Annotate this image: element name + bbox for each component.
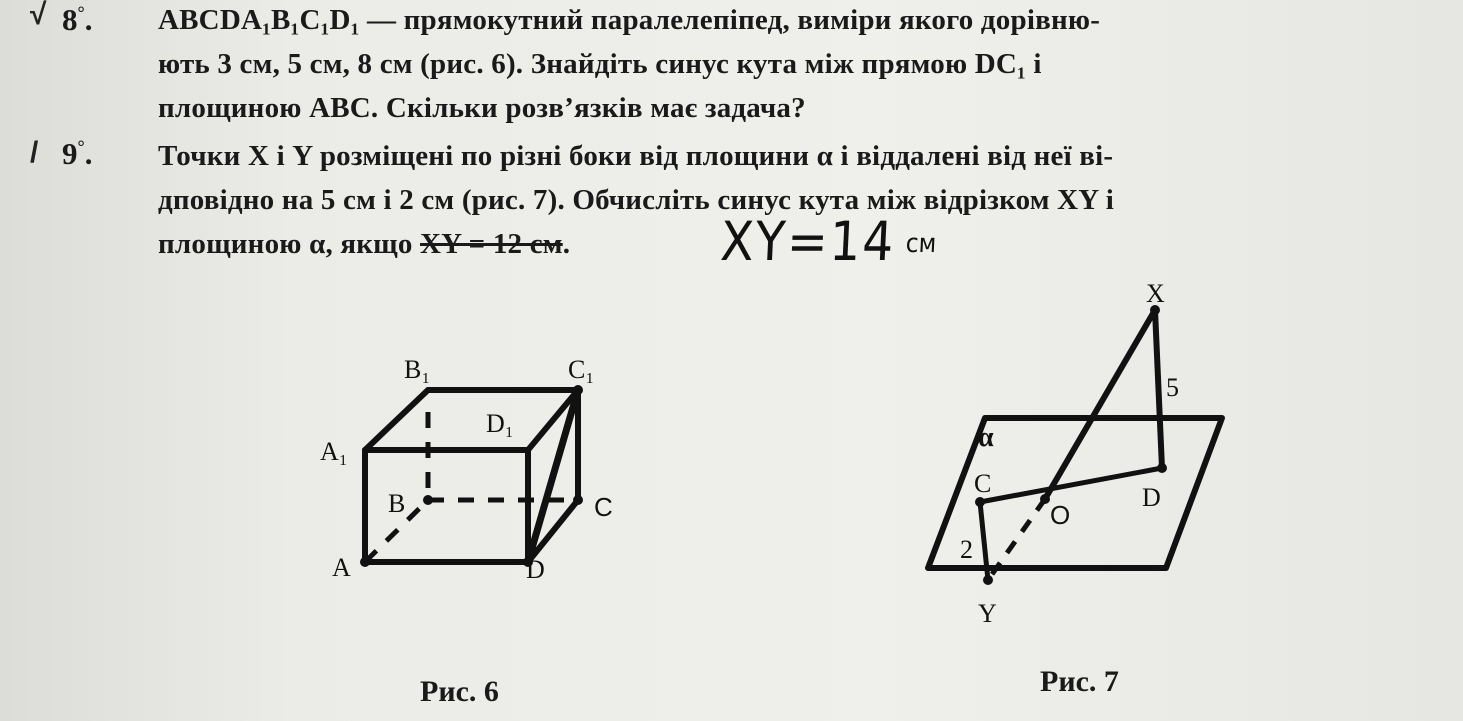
point-c — [573, 495, 583, 505]
label-x: X — [1146, 279, 1165, 308]
label-d: D — [1142, 483, 1161, 512]
problem-number: 9°. — [62, 136, 93, 171]
figure-6-parallelepiped — [310, 350, 650, 610]
point-o — [1040, 494, 1050, 504]
label-d: D — [526, 555, 545, 584]
figure-7-plane-segment — [920, 280, 1260, 650]
label-a1: A₁ — [320, 437, 348, 466]
label-o: O — [1050, 500, 1071, 530]
check-mark: √ — [30, 0, 47, 31]
handwritten-note: XY=14 см — [719, 210, 937, 273]
point-d — [1157, 463, 1167, 473]
problem-9-line-3: площиною α, якщо XY = 12 см. — [158, 228, 571, 260]
label-b: B — [388, 489, 406, 518]
label-c: C — [974, 469, 992, 498]
label-c1: C₁ — [568, 355, 595, 384]
label-c: C — [594, 492, 613, 522]
point-b — [423, 495, 433, 505]
label-a: A — [332, 553, 351, 582]
label-b1: B₁ — [404, 355, 431, 384]
problem-8-line-2: ють 3 см, 5 см, 8 см (рис. 6). Знайдіть синус кута між прямою DC₁ і — [158, 48, 1042, 80]
problem-9-line-1: Точки X і Y розміщені по різні боки від площини α і віддалені від неї ві- — [158, 140, 1114, 172]
label-two: 2 — [960, 535, 973, 564]
segment-c-d — [980, 468, 1162, 502]
label-five: 5 — [1166, 373, 1179, 402]
label-alpha: α — [978, 422, 994, 453]
point-c1 — [573, 385, 583, 395]
struck-condition: XY = 12 см — [420, 228, 563, 260]
point-a — [360, 557, 370, 567]
caption-fig-7: Рис. 7 — [1040, 665, 1119, 698]
slash-mark: / — [30, 136, 39, 169]
edge-a1-b1 — [365, 390, 428, 450]
point-c — [975, 497, 985, 507]
problem-number: 8°. — [62, 2, 93, 37]
label-d1: D₁ — [486, 409, 514, 438]
label-y: Y — [978, 599, 997, 628]
point-y — [983, 575, 993, 585]
perpendicular-xd — [1155, 310, 1162, 468]
problem-8-line-1: ABCDA₁B₁C₁D₁ — прямокутний паралелепіпед, виміри якого дорівню- — [158, 4, 1101, 36]
problem-9-line-2: дповідно на 5 см і 2 см (рис. 7). Обчисліть синус кута між відрізком XY і — [158, 184, 1115, 216]
caption-fig-6: Рис. 6 — [420, 675, 499, 708]
problem-8-line-3: площиною ABC. Скільки розв’язків має задача? — [158, 92, 806, 124]
